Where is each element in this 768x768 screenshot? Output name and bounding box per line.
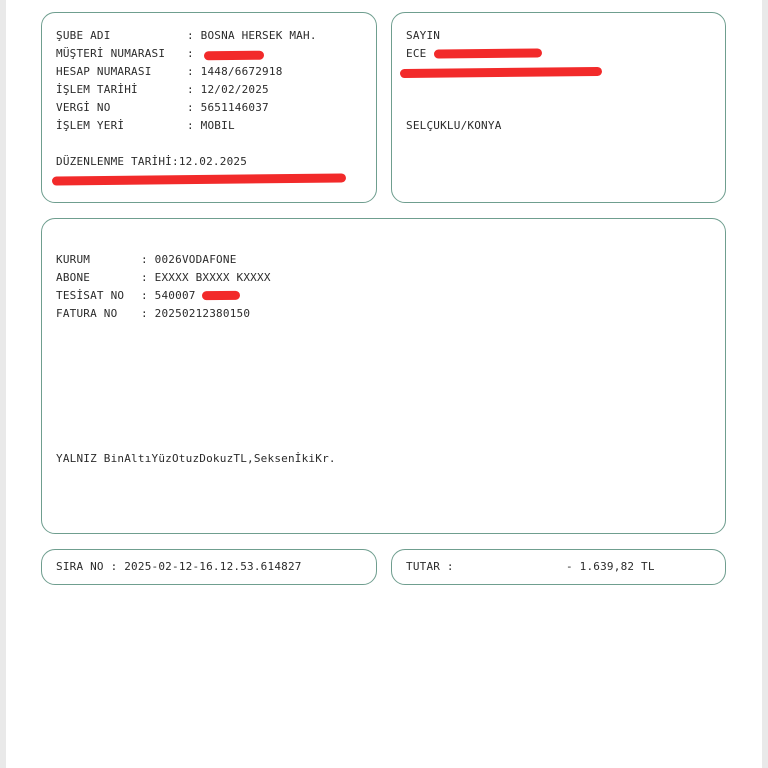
subscriber-label: ABONE — [56, 271, 91, 284]
sequence-value: 2025-02-12-16.12.53.614827 — [124, 560, 302, 573]
tax-number-label: VERGİ NO — [56, 101, 111, 114]
transaction-date-label: İŞLEM TARİHİ — [56, 83, 138, 96]
subscriber-value: EXXXX BXXXX KXXXX — [154, 271, 271, 284]
institution-label: KURUM — [56, 253, 91, 266]
installation-row: TESİSAT NO : 540007 — [56, 287, 196, 305]
sequence-label: SIRA NO — [56, 560, 104, 573]
invoice-number-row: FATURA NO : 20250212380150 — [56, 305, 250, 323]
total-label: TUTAR : — [406, 560, 454, 573]
subscriber-row: ABONE : EXXXX BXXXX KXXXX — [56, 269, 271, 287]
account-number-row: HESAP NUMARASI : 1448/6672918 — [56, 63, 283, 81]
branch-name-row: ŞUBE ADI : BOSNA HERSEK MAH. — [56, 27, 317, 45]
transaction-date-row: İŞLEM TARİHİ : 12/02/2025 — [56, 81, 269, 99]
redaction-mark — [204, 51, 264, 61]
sequence-row: SIRA NO : 2025-02-12-16.12.53.614827 — [56, 560, 302, 573]
issue-date-row — [56, 153, 247, 171]
installation-value: 540007 — [154, 289, 196, 302]
receipt-page — [6, 0, 762, 768]
installation-label: TESİSAT NO — [56, 289, 125, 302]
redaction-mark — [434, 48, 542, 58]
branch-name-value: BOSNA HERSEK MAH. — [200, 29, 317, 42]
redaction-mark — [202, 291, 240, 300]
recipient-city: SELÇUKLU/KONYA — [406, 119, 502, 132]
greeting: SAYIN — [406, 29, 441, 42]
redaction-mark — [52, 173, 346, 185]
invoice-number-label: FATURA NO — [56, 307, 118, 320]
issue-date-label: DÜZENLENME TARİHİ: — [56, 155, 179, 168]
recipient-box — [391, 12, 726, 203]
institution-value: 0026VODAFONE — [154, 253, 237, 266]
sequence-box — [41, 549, 377, 585]
account-number-value: 1448/6672918 — [200, 65, 283, 78]
payment-details-box — [41, 218, 726, 534]
total-box — [391, 549, 726, 585]
institution-row: KURUM : 0026VODAFONE — [56, 251, 237, 269]
account-info-box — [41, 12, 377, 203]
total-amount: - 1.639,82 TL — [566, 560, 655, 573]
customer-number-row: MÜŞTERİ NUMARASI : — [56, 45, 201, 63]
account-number-label: HESAP NUMARASI — [56, 65, 152, 78]
customer-number-label: MÜŞTERİ NUMARASI — [56, 47, 166, 60]
transaction-place-label: İŞLEM YERİ — [56, 119, 125, 132]
amount-in-words: YALNIZ BinAltıYüzOtuzDokuzTL,SeksenİkiKr. — [56, 452, 336, 465]
branch-name-label: ŞUBE ADI — [56, 29, 111, 42]
invoice-number-value: 20250212380150 — [154, 307, 251, 320]
transaction-date-value: 12/02/2025 — [200, 83, 269, 96]
transaction-place-row: İŞLEM YERİ : MOBIL — [56, 117, 235, 135]
issue-date-value: 12.02.2025 — [178, 155, 248, 168]
tax-number-value: 5651146037 — [200, 101, 269, 114]
redaction-mark — [400, 67, 602, 78]
transaction-place-value: MOBIL — [200, 119, 235, 132]
recipient-name: ECE — [406, 47, 427, 60]
tax-number-row: VERGİ NO : 5651146037 — [56, 99, 269, 117]
